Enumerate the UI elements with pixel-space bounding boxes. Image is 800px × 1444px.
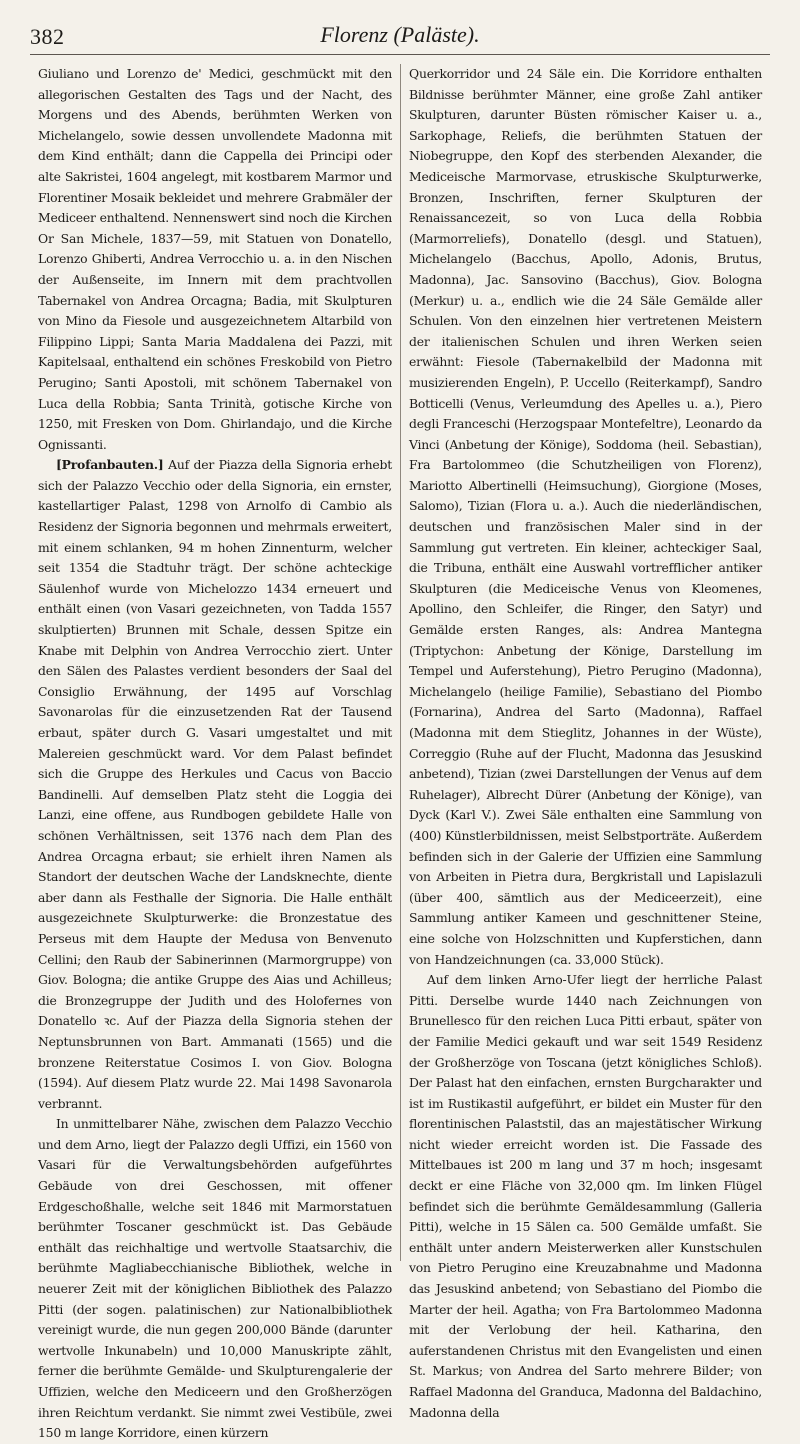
text-columns [30, 64, 770, 1441]
page-number: 382 [30, 24, 65, 49]
paragraph: Giuliano und Lorenzo de' Medici, geschmückt mit den allegorischen Gestalten des Tags und der Nacht, des Morgens und des Abends, berühmten Werken von Michelangelo, sowie dessen unvollendete Madonna mit dem Kind enthält; dann die Cappella dei Principi oder alte Sakristei, 1604 angelegt, mit kostbarem Marmor und Florentiner Mosaik bekleidet und mehrere Grabmäler der Mediceer enthaltend. Nennenswert sind noch die Kirchen Or San Michele, 1837—59, mit Statuen von Donatello, Lorenzo Ghiberti, Andrea Verrocchio u. a. in den Nischen der Außenseite, im Innern mit dem prachtvollen Tabernakel von Andrea Orcagna; Badia, mit Skulpturen von Mino da Fiesole und ausgezeichnetem Altarbild von Filippino Lippi; Santa Maria Maddalena dei Pazzi, mit Kapitelsaal, enthaltend ein schönes Freskobild von Pietro Perugino; Santi Apostoli, mit schönem Tabernakel von Luca della Robbia; Santa Trinità, gotische Kirche von 1250, mit Fresken von Dom. Ghirlandajo, und die Kirche Ognissanti. [38, 66, 392, 452]
section-heading: [Profanbauten.] [56, 457, 164, 473]
right-column [400, 64, 770, 1420]
paragraph-text: Auf der Piazza della Signoria erhebt sich der Palazzo Vecchio oder della Signoria, ein ernster, kastellartiger Palast, 1298 von Arnolfo di Cambio als Residenz der Signoria begonnen und mehrmals erweitert, mit einem schlanken, 94 m hohen Zinnenturm, welcher seit 1354 die Stadtuhr trägt. Der schöne achteckige Säulenhof wurde von Michelozzo 1434 erneuert und enthält einen (von Vasari gezeichneten, von Tadda 1557 skulptierten) Brunnen mit Schale, dessen Spitze ein Knabe mit Delphin von Andrea Verrocchio ziert. Unter den Sälen des Palastes verdient besonders der Saal del Consiglio Erwähnung, der 1495 auf Vorschlag Savonarolas für die einzusetzenden Rat der Tausend erbaut, später durch G. Vasari umgestaltet und mit Malereien geschmückt ward. Vor dem Palast befindet sich die Gruppe des Herkules und Cacus von Baccio Bandinelli. Auf demselben Platz steht die Loggia dei Lanzi, eine offene, aus Rundbogen gebildete Halle von schönen Verhältnissen, seit 1376 nach dem Plan des Andrea Orcagna erbaut; sie erhielt ihren Namen als Standort der deutschen Wache der Landsknechte, diente aber dann als Festhalle der Signoria. Die Halle enthält ausgezeichnete Skulpturwerke: die Bronzestatue des Perseus mit dem Haupte der Medusa von Benvenuto Cellini; den Raub der Sabinerinnen (Marmorgruppe) von Giov. Bologna; die antike Gruppe des Aias und Achilleus; die Bronzegruppe der Judith und des Holofernes von Donatello ꝛc. Auf der Piazza della Signoria stehen der Neptunsbrunnen von Bart. Ammanati (1565) und die bronzene Reiterstatue Cosimos I. von Giov. Bologna (1594). Auf diesem Platz wurde 22. Mai 1498 Savonarola verbrannt. [38, 457, 392, 1111]
paragraph: Auf dem linken Arno-Ufer liegt der herrliche Palast Pitti. Derselbe wurde 1440 nach Zeichnungen von Brunellesco für den reichen Luca Pitti erbaut, später von der Familie Medici gekauft und war seit 1549 Residenz der Großherzöge von Toscana (jetzt königliches Schloß). Der Palast hat den einfachen, ernsten Burgcharakter und ist im Rustikastil aufgeführt, er bildet ein Muster für den florentinischen Palaststil, das an majestätischer Wirkung nicht wieder erreicht worden ist. Die Fassade des Mittelbaues ist 200 m lang und 37 m hoch; insgesamt deckt er eine Fläche von 32,000 qm. Im linken Flügel befindet sich die berühmte Gemäldesammlung (Galleria Pitti), welche in 15 Sälen ca. 500 Gemälde umfaßt. Sie enthält unter andern Meisterwerken aller Kunstschulen von Pietro Perugino eine Kreuzabnahme und Madonna das Jesuskind anbetend; von Sebastiano del Piombo die Marter der heil. Agatha; von Fra Bartolommeo Madonna mit der Verlobung der heil. Katharina, den auferstandenen Christus mit den Evangelisten und einen St. Markus; von Andrea del Sarto mehrere Bilder; von Raffael Madonna del Granduca, Madonna del Baldachino, Madonna della [409, 972, 762, 1420]
left-column [30, 64, 400, 1441]
paragraph: In unmittelbarer Nähe, zwischen dem Palazzo Vecchio und dem Arno, liegt der Palazzo degli Uffizi, ein 1560 von Vasari für die Verwaltungsbehörden aufgeführtes Gebäude von drei Geschossen, mit offener Erdgeschoßhalle, welche seit 1846 mit Marmorstatuen berühmter Toscaner geschmückt ist. Das Gebäude enthält das reichhaltige und wertvolle Staatsarchiv, die berühmte Magliabecchianische Bibliothek, welche in neuerer Zeit mit der königlichen Bibliothek des Palazzo Pitti (der sogen. palatinischen) zur Nationalbibliothek vereinigt wurde, die nun gegen 200,000 Bände (darunter wertvolle Inkunabeln) und 10,000 Manuskripte zählt, ferner die berühmte Gemälde- und Skulpturengalerie der Uffizien, welche den Mediceern und den Großherzögen ihren Reichtum verdankt. Sie nimmt zwei Vestibüle, zwei 150 m lange Korridore, einen kürzern [38, 1116, 392, 1441]
paragraph [38, 455, 392, 1114]
paragraph: Querkorridor und 24 Säle ein. Die Korridore enthalten Bildnisse berühmter Männer, eine große Zahl antiker Skulpturen, darunter Büsten römischer Kaiser u. a., Sarkophage, Reliefs, die berühmten Statuen der Niobegruppe, den Kopf des sterbenden Alexander, die Mediceische Marmorvase, etruskische Skulpturwerke, Bronzen, Inschriften, ferner Skulpturen der Renaissancezeit, so von Luca della Robbia (Marmorreliefs), Donatello (desgl. und Statuen), Michelangelo (Bacchus, Apollo, Adonis, Brutus, Madonna), Jac. Sansovino (Bacchus), Giov. Bologna (Merkur) u. a., endlich wie die 24 Säle Gemälde aller Schulen. Von den einzelnen hier vertretenen Meistern der italienischen Schulen und ihren Werken seien erwähnt: Fiesole (Tabernakelbild der Madonna mit musizierenden Engeln), P. Uccello (Reiterkampf), Sandro Botticelli (Venus, Verleumdung des Apelles u. a.), Piero degli Franceschi (Herzogspaar Montefeltre), Leonardo da Vinci (Anbetung der Könige), Soddoma (heil. Sebastian), Fra Bartolommeo (die Schutzheiligen von Florenz), Mariotto Albertinelli (Heimsuchung), Giorgione (Moses, Salomo), Tizian (Flora u. a.). Auch die niederländischen, deutschen und französischen Maler sind in der Sammlung gut vertreten. Ein kleiner, achteckiger Saal, die Tribuna, enthält eine Auswahl vortrefflicher antiker Skulpturen (die Mediceische Venus von Kleomenes, Apollino, den Schleifer, die Ringer, den Satyr) und Gemälde ersten Ranges, als: Andrea Mantegna (Triptychon: Anbetung der Könige, Darstellung im Tempel und Auferstehung), Pietro Perugino (Madonna), Michelangelo (heilige Familie), Sebastiano del Piombo (Fornarina), Andrea del Sarto (Madonna), Raffael (Madonna mit dem Stieglitz, Johannes in der Wüste), Correggio (Ruhe auf der Flucht, Madonna das Jesuskind anbetend), Tizian (zwei Darstellungen der Venus auf dem Ruhelager), Albrecht Dürer (Anbetung der Könige), van Dyck (Karl V.). Zwei Säle enthalten eine Sammlung von (400) Künstlerbildnissen, meist Selbstporträte. Außerdem befinden sich in der Galerie der Uffizien eine Sammlung von Arbeiten in Pietra dura, Bergkristall und Lapislazuli (über 400, sämtlich aus der Mediceerzeit), eine Sammlung antiker Kameen und geschnittener Steine, eine solche von Holzschnitten und Kupferstichen, dann von Handzeichnungen (ca. 33,000 Stück). [409, 66, 762, 967]
running-title: Florenz (Paläste). [320, 22, 480, 47]
page-header [30, 20, 770, 55]
